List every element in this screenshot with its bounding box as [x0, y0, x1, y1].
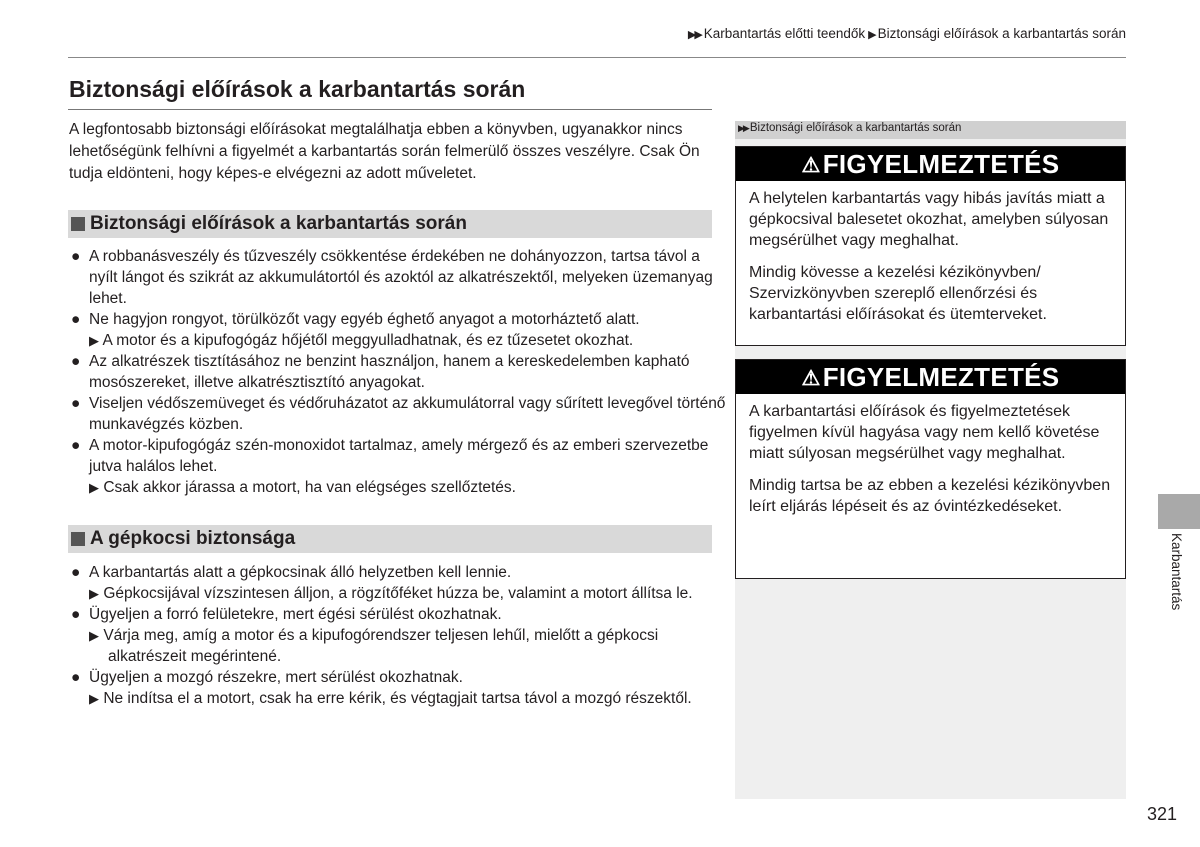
list-item	[69, 393, 729, 435]
warning-triangle-icon: ⚠	[801, 154, 821, 177]
breadcrumb-item: Karbantartás előtti teendők	[703, 26, 866, 41]
arrow-icon: ▶	[89, 628, 99, 643]
section-title: Biztonsági előírások a karbantartás során	[90, 213, 467, 234]
list-item	[69, 604, 729, 667]
warning-heading: FIGYELMEZTETÉS	[822, 149, 1060, 179]
breadcrumb-arrows-icon: ▶▶	[687, 29, 701, 41]
arrow-icon: ▶	[89, 586, 99, 601]
page-number: 321	[1147, 804, 1178, 824]
sub-note	[89, 330, 729, 351]
warning-paragraph: A helytelen karbantartás vagy hibás javítás miatt a gépkocsival balesetet okozhat, amelyben súlyosan megsérülhet vagy meghalhat.	[749, 190, 1109, 249]
sub-note	[89, 477, 729, 498]
arrow-icon: ▶	[89, 333, 99, 348]
list-item-text: Ügyeljen a forró felületekre, mert égési sérülést okozhatnak.	[89, 606, 502, 623]
warning-paragraph: Mindig kövesse a kezelési kézikönyvben/ Szervizkönyvben szereplő ellenőrzési és karbantartási előírásokat és ütemterveket.	[749, 264, 1047, 323]
title-divider	[68, 109, 712, 110]
list-item-text: Ügyeljen a mozgó részekre, mert sérülést okozhatnak.	[89, 669, 463, 686]
list-item-text: A karbantartás alatt a gépkocsinak álló helyzetben kell lennie.	[89, 564, 512, 581]
list-item	[69, 562, 729, 604]
warning-body	[736, 181, 1125, 325]
sub-note-text: A motor és a kipufogógáz hőjétől meggyulladhatnak, és ez tűzesetet okozhat.	[102, 332, 634, 349]
list-item	[69, 667, 729, 709]
warning-paragraph: A karbantartási előírások és figyelmeztetések figyelmen kívül hagyása vagy nem kellő követése miatt súlyosan megsérülhet vagy meghalhat.	[749, 403, 1100, 462]
bullet-icon: ●	[71, 395, 81, 412]
section-heading	[68, 210, 712, 238]
section-heading	[68, 525, 712, 553]
list-item	[69, 351, 729, 393]
sub-note-text: Várja meg, amíg a motor és a kipufogórendszer teljesen lehűl, mielőtt a gépkocsi alkatrészeit megérintené.	[103, 627, 659, 665]
list-item	[69, 309, 729, 351]
square-bullet-icon	[71, 217, 85, 231]
reference-arrows-icon: ▶▶	[738, 123, 748, 133]
breadcrumb	[688, 26, 1126, 41]
bullet-list	[69, 246, 729, 498]
warning-paragraph: Mindig tartsa be az ebben a kezelési kézikönyvben leírt eljárás lépéseit és az óvintézkedéseket.	[749, 477, 1111, 515]
intro-paragraph: A legfontosabb biztonsági előírásokat megtalálhatja ebben a könyvben, ugyanakkor nincs lehetőségünk felhívni a figyelmét a karbantartás során felmerülő összes veszélyre. Csak Ön tudja eldönteni, hogy képes-e elvégezni az adott műveletet.	[69, 121, 700, 182]
list-item-text: A robbanásveszély és tűzveszély csökkentése érdekében ne dohányozzon, tartsa távol a nyílt lángot és szikrát az akkumulátortól és azoktól az alkatrészektől, melyeken üzemanyag lehet.	[89, 248, 713, 307]
sub-note-text: Ne indítsa el a motort, csak ha erre kérik, és végtagjait tartsa távol a mozgó részektől.	[103, 690, 692, 707]
chapter-thumb-tab[interactable]	[1158, 494, 1200, 529]
warning-header	[736, 360, 1125, 394]
list-item-text: Az alkatrészek tisztításához ne benzint használjon, hanem a kereskedelemben kapható mosószereket, illetve alkatrésztisztító anyagokat.	[89, 353, 690, 391]
list-item-text: Viseljen védőszemüveget és védőruházatot az akkumulátorral vagy sűrített levegővel történő munkavégzés közben.	[89, 395, 726, 433]
warning-box	[735, 146, 1126, 346]
sub-note	[89, 625, 729, 667]
list-item	[69, 435, 729, 498]
sidebar-reference-heading	[735, 121, 1126, 139]
list-item-text: A motor-kipufogógáz szén-monoxidot tartalmaz, amely mérgező és az emberi szervezetbe jutva halálos lehet.	[89, 437, 709, 475]
warning-body	[736, 394, 1125, 517]
bullet-icon: ●	[71, 353, 81, 370]
sub-note-text: Gépkocsijával vízszintesen álljon, a rögzítőféket húzza be, valamint a motort állítsa le.	[103, 585, 693, 602]
page-title: Biztonsági előírások a karbantartás során	[69, 76, 526, 102]
warning-box	[735, 359, 1126, 579]
chapter-tab-label: Karbantartás	[1169, 533, 1184, 611]
arrow-icon: ▶	[89, 691, 99, 706]
sub-note	[89, 583, 729, 604]
sub-note	[89, 688, 729, 709]
sub-note-text: Csak akkor járassa a motort, ha van elégséges szellőztetés.	[103, 479, 516, 496]
arrow-icon: ▶	[89, 480, 99, 495]
square-bullet-icon	[71, 532, 85, 546]
bullet-icon: ●	[71, 564, 81, 581]
bullet-icon: ●	[71, 606, 81, 623]
bullet-icon: ●	[71, 437, 81, 454]
warning-triangle-icon: ⚠	[801, 367, 821, 390]
header-divider	[68, 57, 1126, 58]
breadcrumb-separator-icon: ▶	[868, 29, 875, 41]
bullet-icon: ●	[71, 669, 81, 686]
list-item	[69, 246, 729, 309]
warning-header	[736, 147, 1125, 181]
bullet-icon: ●	[71, 311, 81, 328]
section-title: A gépkocsi biztonsága	[90, 528, 296, 549]
reference-title: Biztonsági előírások a karbantartás során	[749, 122, 962, 134]
bullet-list	[69, 562, 729, 709]
warning-heading: FIGYELMEZTETÉS	[822, 362, 1060, 392]
breadcrumb-item: Biztonsági előírások a karbantartás során	[877, 26, 1126, 41]
list-item-text: Ne hagyjon rongyot, törülközőt vagy egyéb éghető anyagot a motorháztető alatt.	[89, 311, 640, 328]
bullet-icon: ●	[71, 248, 81, 265]
